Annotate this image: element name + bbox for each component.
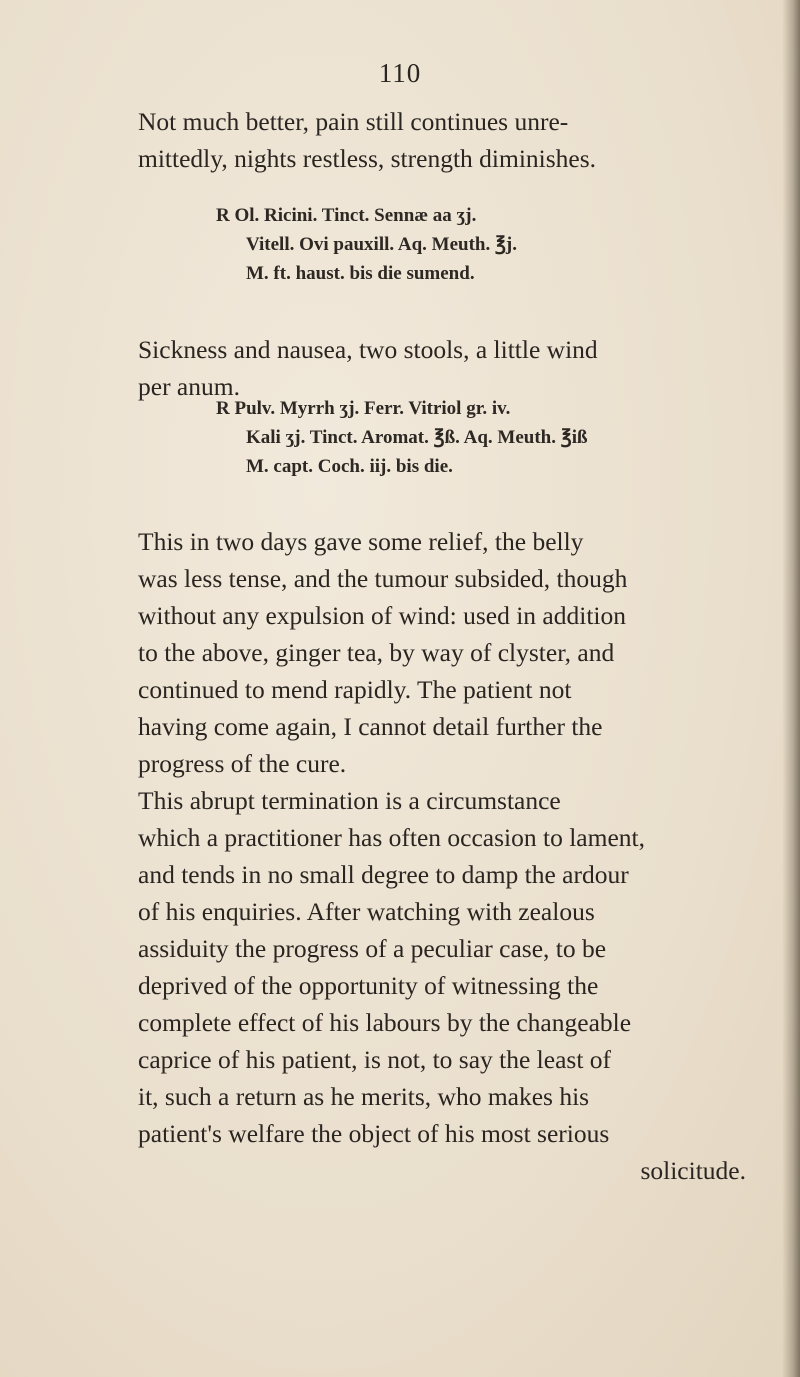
text-line: deprived of the opportunity of witnessing the xyxy=(138,971,599,1000)
text-line: Sickness and nausea, two stools, a little wind xyxy=(138,335,598,364)
paragraph-4 xyxy=(138,782,756,1189)
text-line: mittedly, nights restless, strength diminishes. xyxy=(138,144,597,173)
text-line: Not much better, pain still continues unre- xyxy=(138,107,569,136)
text-line: of his enquiries. After watching with zealous xyxy=(138,897,595,926)
prescription-line: R Ol. Ricini. Tinct. Sennæ aa ʒj. xyxy=(216,205,477,226)
text-line: and tends in no small degree to damp the ardour xyxy=(138,860,629,889)
text-line: This in two days gave some relief, the belly xyxy=(138,527,584,556)
text-line-final: solicitude. xyxy=(640,1156,746,1185)
text-line: continued to mend rapidly. The patient not xyxy=(138,675,572,704)
prescription-line: R Pulv. Myrrh ʒj. Ferr. Vitriol gr. iv. xyxy=(216,398,511,419)
text-line: which a practitioner has often occasion to lament, xyxy=(138,823,645,852)
text-line: having come again, I cannot detail further the xyxy=(138,712,603,741)
text-line: patient's welfare the object of his most serious xyxy=(138,1119,610,1148)
paragraph-1 xyxy=(138,103,756,177)
prescription-line: Kali ʒj. Tinct. Aromat. ℥ß. Aq. Meuth. ℥iß xyxy=(246,427,588,448)
paragraph-3 xyxy=(138,523,756,782)
text-line: assiduity the progress of a peculiar case, to be xyxy=(138,934,607,963)
page-edge-shadow xyxy=(782,0,800,1377)
prescription-line: Vitell. Ovi pauxill. Aq. Meuth. ℥j. xyxy=(246,234,518,255)
text-line: caprice of his patient, is not, to say the least of xyxy=(138,1045,612,1074)
text-line: per anum. xyxy=(138,372,240,401)
prescription-line: M. ft. haust. bis die sumend. xyxy=(246,263,475,284)
text-line: complete effect of his labours by the changeable xyxy=(138,1008,632,1037)
text-line: without any expulsion of wind: used in addition xyxy=(138,601,626,630)
text-line: This abrupt termination is a circumstance xyxy=(138,786,561,815)
text-line: was less tense, and the tumour subsided, though xyxy=(138,564,628,593)
text-line: it, such a return as he merits, who makes his xyxy=(138,1082,590,1111)
prescription-1 xyxy=(216,201,517,288)
prescription-line: M. capt. Coch. iij. bis die. xyxy=(246,456,453,477)
text-line: to the above, ginger tea, by way of clyster, and xyxy=(138,638,615,667)
text-line: progress of the cure. xyxy=(138,749,347,778)
page-number: 110 xyxy=(378,58,422,88)
prescription-2 xyxy=(216,394,588,481)
